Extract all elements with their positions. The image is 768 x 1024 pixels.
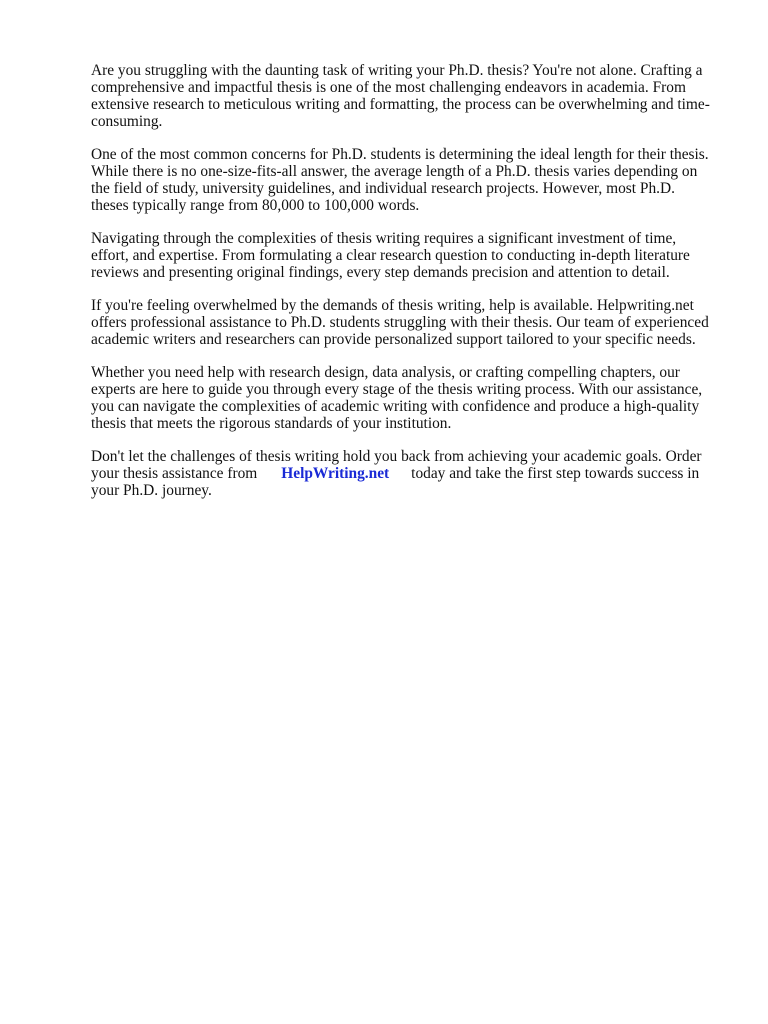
paragraph-services: Whether you need help with research design, data analysis, or crafting compelling chapters, our experts are here to guide you through every stage of the thesis writing process. With our assistance, you can navigate the complexities of academic writing with confidence and produce a high-quality thesis that meets the rigorous standards of your institution. (91, 364, 703, 432)
closing-text-before-link: Don't let the challenges of thesis writing hold you back from achieving your academic goals. Order your thesis assistance from (91, 448, 702, 482)
paragraph-intro: Are you struggling with the daunting task of writing your Ph.D. thesis? You're not alone. Crafting a comprehensive and impactful thesis is one of the most challenging endeavors in academia. From extensive research to meticulous writing and formatting, the process can be overwhelming and time- consuming. (91, 62, 710, 130)
closing-text-after-link: today and take the first step towards success in your Ph.D. journey. (91, 465, 700, 499)
paragraph-length: One of the most common concerns for Ph.D. students is determining the ideal length for their thesis. While there is no one-size-fits-all answer, the average length of a Ph.D. thesis varies depending on the field of study, university guidelines, and individual research projects. However, most Ph.D. theses typically range from 80,000 to 100,000 words. (91, 146, 709, 214)
paragraph-closing (91, 448, 710, 499)
paragraph-help: If you're feeling overwhelmed by the demands of thesis writing, help is available. Helpwriting.net offers professional assistance to Ph.D. students struggling with their thesis. Our team of experienced academic writers and researchers can provide personalized support tailored to your specific needs. (91, 297, 709, 348)
paragraph-complexity: Navigating through the complexities of thesis writing requires a significant investment of time, effort, and expertise. From formulating a clear research question to conducting in-depth literature reviews and presenting original findings, every step demands precision and attention to detail. (91, 230, 690, 281)
helpwriting-link[interactable]: HelpWriting.net (281, 465, 390, 482)
